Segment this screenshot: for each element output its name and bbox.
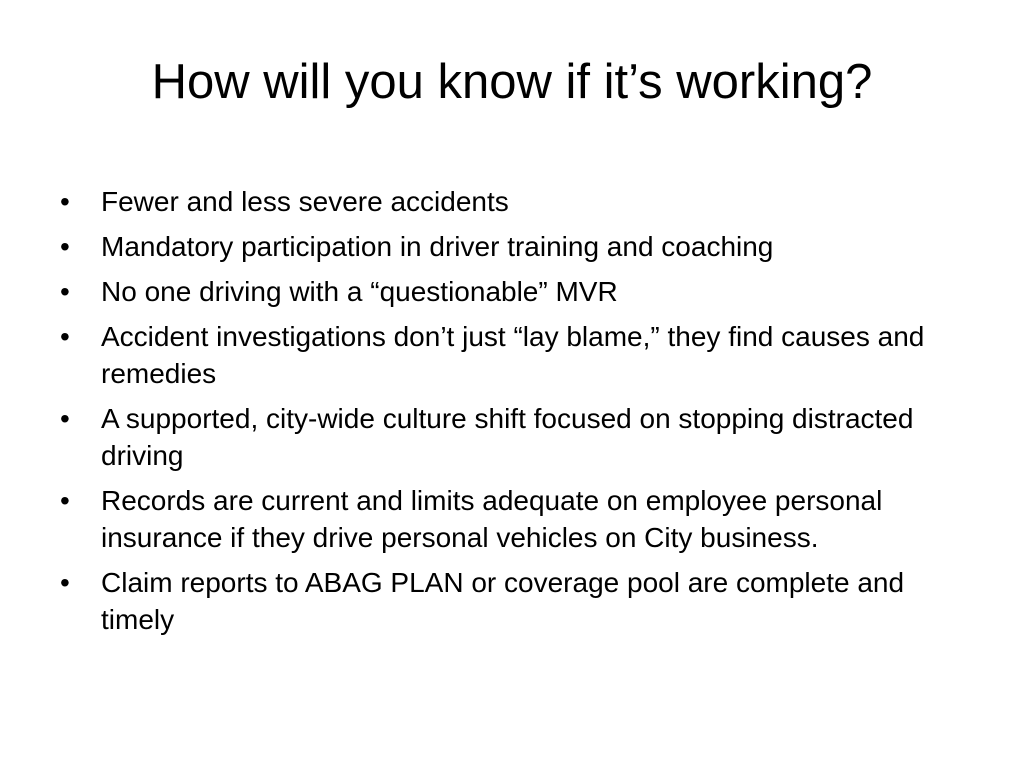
bullet-dot: • (60, 403, 70, 434)
bullet-text: Records are current and limits adequate on employee personal insurance if they drive personal vehicles on City business. (101, 485, 883, 553)
bullet-text: A supported, city-wide culture shift focused on stopping distracted driving (101, 403, 914, 471)
bullet-text: Fewer and less severe accidents (101, 186, 509, 217)
bullet-dot: • (60, 231, 70, 262)
bullet-item (60, 228, 980, 265)
bullet-dot: • (60, 485, 70, 516)
bullet-item (60, 564, 980, 638)
bullet-item (60, 482, 980, 556)
bullet-dot: • (60, 276, 70, 307)
bullet-text: Accident investigations don’t just “lay blame,” they find causes and remedies (101, 321, 925, 389)
bullet-text: Claim reports to ABAG PLAN or coverage pool are complete and timely (101, 567, 905, 635)
bullet-text: No one driving with a “questionable” MVR (101, 276, 618, 307)
bullet-dot: • (60, 567, 70, 598)
bullet-dot: • (60, 186, 70, 217)
slide-title: How will you know if it’s working? (151, 55, 873, 109)
bullet-item (60, 400, 980, 474)
bullet-item (60, 273, 980, 310)
bullet-item (60, 318, 980, 392)
bullet-dot: • (60, 321, 70, 352)
bullet-item (60, 183, 980, 220)
bullet-text: Mandatory participation in driver training and coaching (101, 231, 774, 262)
bullet-list (60, 183, 980, 646)
